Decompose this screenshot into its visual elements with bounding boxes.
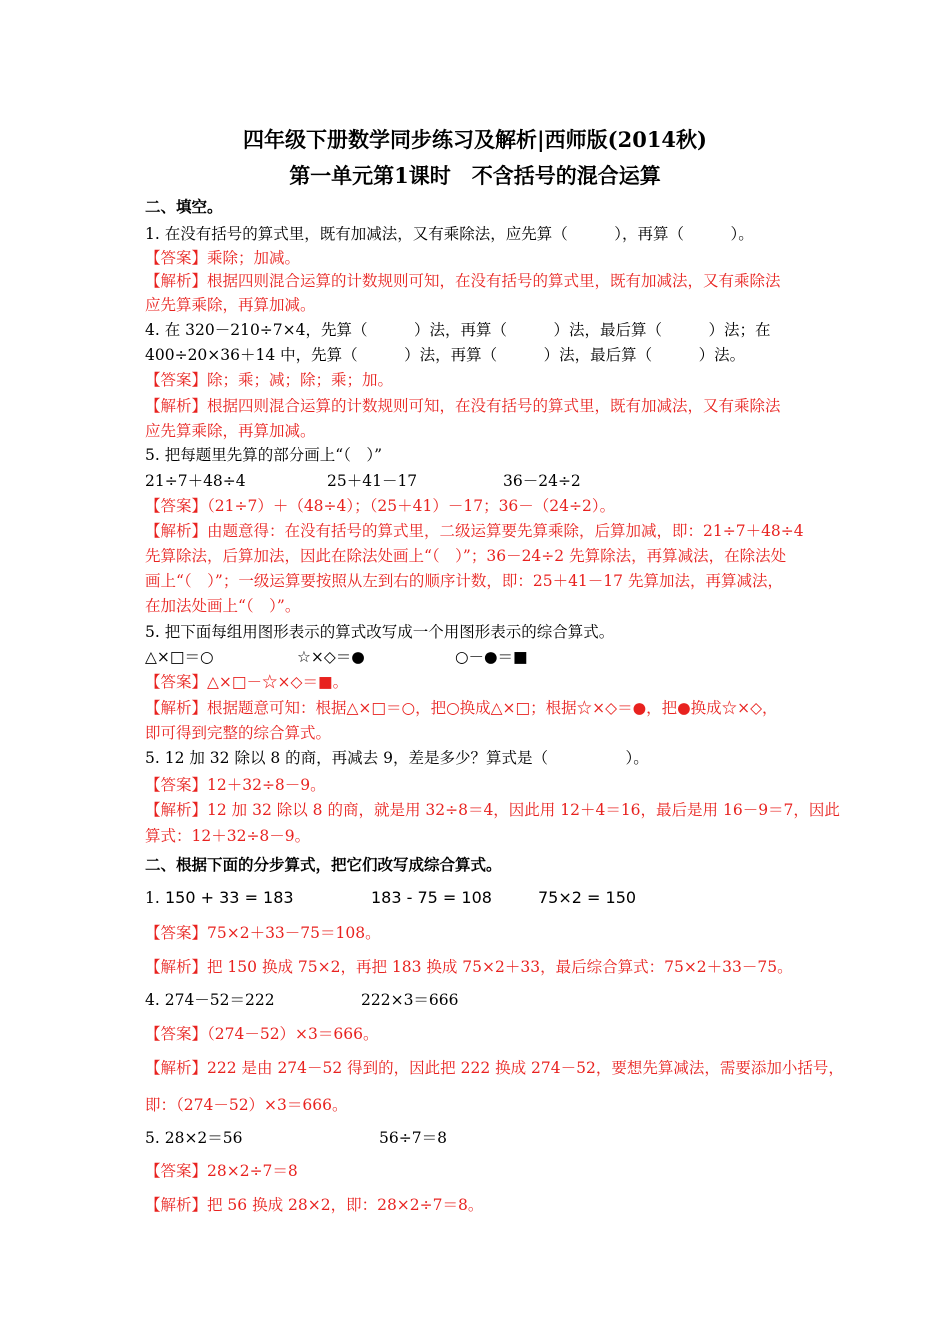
q1-analysis: 【解析】根据四则混合运算的计数规则可知，在没有括号的算式里，既有加减法，又有乘除法 — [145, 272, 781, 290]
section-1-heading: 二、填空。 — [145, 197, 223, 216]
q5a-analysis-3: 画上“（ ）”；一级运算要按照从左到右的顺序计数，即：25＋41－17 先算加法，再算减法， — [145, 572, 783, 590]
q5a-expr-2: 25＋41－17 — [327, 472, 418, 490]
section-2-heading: 二、根据下面的分步算式，把它们改写成综合算式。 — [145, 855, 502, 874]
s2-q1-expr-1: 150 + 33 = 183 — [165, 888, 294, 907]
q5c-analysis: 【解析】12 加 32 除以 8 的商，就是用 32÷8＝4，因此用 12＋4＝16，最后是用 16－9＝7，因此 — [145, 801, 840, 819]
s2-q4-answer: 【答案】（274－52）×3＝666。 — [145, 1025, 379, 1043]
q5b-expr-2: ☆×◇＝● — [297, 648, 365, 666]
s2-q4-analysis-cont: 即：（274－52）×3＝666。 — [145, 1096, 348, 1114]
q5b-expr-3: ○－●＝■ — [455, 648, 528, 666]
q5a-answer: 【答案】（21÷7）＋（48÷4）；（25＋41）－17；36－（24÷2）。 — [145, 497, 616, 515]
q5b-analysis: 【解析】根据题意可知：根据△×□＝○，把○换成△×□；根据☆×◇＝●，把●换成☆×◇， — [145, 699, 778, 717]
q5b-analysis-cont: 即可得到完整的综合算式。 — [145, 724, 332, 742]
s2-q5-expr-1: 5. 28×2＝56 — [145, 1129, 243, 1147]
s2-q5-answer: 【答案】28×2÷7＝8 — [145, 1162, 298, 1180]
s2-q5-expr-2: 56÷7＝8 — [379, 1129, 447, 1147]
q4-analysis: 【解析】根据四则混合运算的计数规则可知，在没有括号的算式里，既有加减法，又有乘除法 — [145, 397, 781, 415]
q5c-question: 5. 12 加 32 除以 8 的商，再减去 9，差是多少？算式是（ ）。 — [145, 749, 649, 767]
q5a-expr-3: 36－24÷2 — [503, 472, 581, 490]
q1-question: 1. 在没有括号的算式里，既有加减法，又有乘除法，应先算（ ），再算（ ）。 — [145, 225, 754, 243]
q5b-expressions — [145, 647, 845, 667]
s2-q1-expressions — [145, 888, 845, 908]
q4-question-cont: 400÷20×36＋14 中，先算（ ）法，再算（ ）法，最后算（ ）法。 — [145, 346, 746, 364]
q5a-expressions — [145, 471, 845, 491]
q5a-expr-1: 21÷7＋48÷4 — [145, 472, 246, 490]
q5c-answer: 【答案】12＋32÷8－9。 — [145, 776, 326, 794]
q4-question: 4. 在 320－210÷7×4，先算（ ）法，再算（ ）法，最后算（ ）法；在 — [145, 321, 771, 339]
q5b-expr-1: △×□＝○ — [145, 648, 214, 666]
q5a-analysis-4: 在加法处画上“（ ）”。 — [145, 597, 301, 615]
q5c-analysis-cont: 算式：12＋32÷8－9。 — [145, 827, 311, 845]
q4-answer: 【答案】除；乘；减；除；乘；加。 — [145, 371, 394, 389]
s2-q1-expr-2: 183 - 75 = 108 — [371, 888, 492, 907]
page-subtitle: 第一单元第1课时 不含括号的混合运算 — [289, 163, 661, 188]
s2-q1-analysis: 【解析】把 150 换成 75×2，再把 183 换成 75×2＋33，最后综合算式：75×2＋33－75。 — [145, 958, 793, 976]
page-title: 四年级下册数学同步练习及解析|西师版(2014秋) — [243, 127, 707, 152]
q1-answer: 【答案】乘除；加减。 — [145, 249, 301, 267]
s2-q5-analysis: 【解析】把 56 换成 28×2，即：28×2÷7＝8。 — [145, 1196, 484, 1214]
q5a-analysis-2: 先算除法，后算加法，因此在除法处画上“（ ）”；36－24÷2 先算除法，再算减法，在除法处 — [145, 547, 787, 565]
q5a-question: 5. 把每题里先算的部分画上“（ ）” — [145, 446, 383, 464]
s2-q4-expressions — [145, 990, 845, 1010]
s2-q1-answer: 【答案】75×2＋33－75＝108。 — [145, 924, 381, 942]
q5b-answer: 【答案】△×□－☆×◇＝■。 — [145, 673, 349, 691]
s2-q4-expr-2: 222×3＝666 — [361, 991, 459, 1009]
s2-q5-expressions — [145, 1128, 845, 1148]
s2-q1-expr-3: 75×2 = 150 — [538, 888, 637, 907]
q5b-question: 5. 把下面每组用图形表示的算式改写成一个用图形表示的综合算式。 — [145, 623, 615, 641]
q4-analysis-cont: 应先算乘除，再算加减。 — [145, 422, 316, 440]
s2-q1-label: 1. — [145, 889, 160, 907]
q5a-analysis: 【解析】由题意得：在没有括号的算式里，二级运算要先算乘除，后算加减，即：21÷7＋48÷4 — [145, 522, 804, 540]
s2-q4-expr-1: 4. 274－52＝222 — [145, 991, 275, 1009]
s2-q4-analysis: 【解析】222 是由 274－52 得到的，因此把 222 换成 274－52，要想先算减法，需要添加小括号， — [145, 1059, 844, 1077]
q1-analysis-cont: 应先算乘除，再算加减。 — [145, 296, 316, 314]
